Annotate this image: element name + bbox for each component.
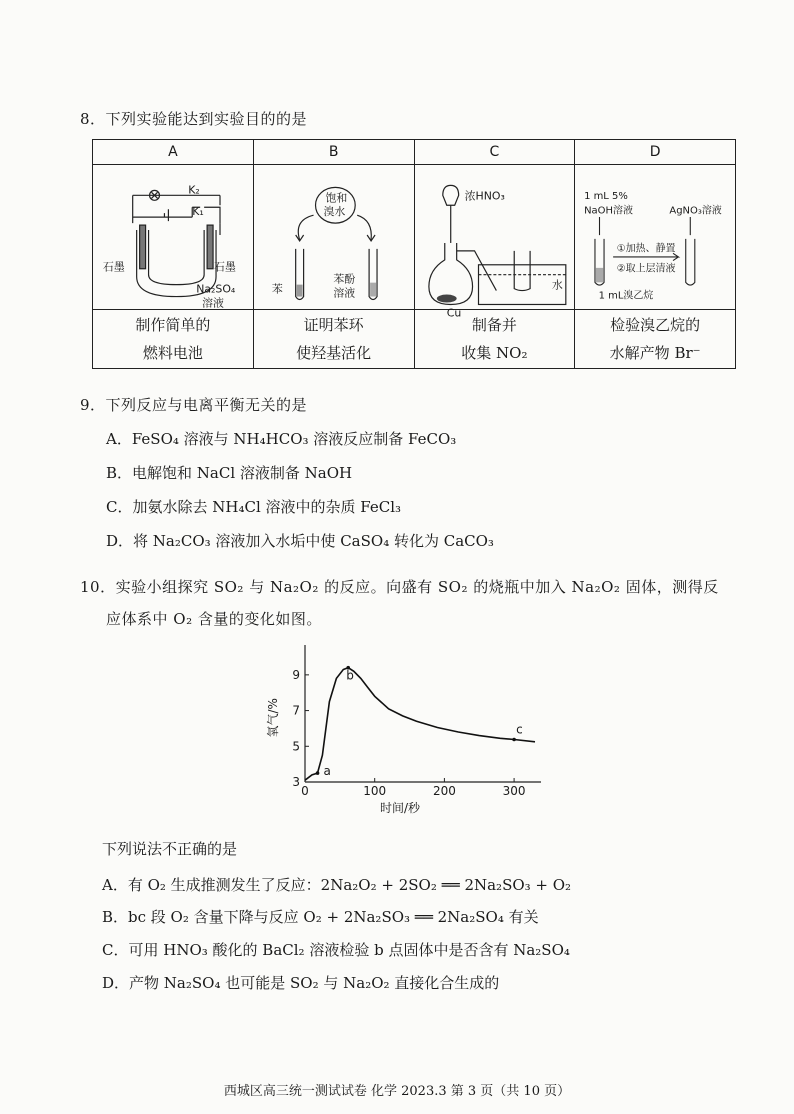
q9-option-a: A．FeSO₄ 溶液与 NH₄HCO₃ 溶液反应制备 FeCO₃ (106, 430, 457, 448)
caption-b-line1: 证明苯环 (303, 316, 364, 334)
page-footer: 西城区高三统一测试试卷 化学 2023.3 第 3 页（共 10 页） (223, 1084, 571, 1099)
caption-c-line1: 制备并 (471, 316, 517, 334)
y-tick-label-2: 7 (292, 703, 300, 718)
q9-option-c: C．加氨水除去 NH₄Cl 溶液中的杂质 FeCl₃ (106, 498, 402, 516)
label-k2: K₂ (188, 183, 200, 197)
apparatus-a (93, 165, 254, 310)
label-saturated: 饱和 (325, 191, 348, 205)
label-cu: Cu (446, 306, 461, 320)
apparatus-c (414, 165, 575, 320)
point-c (512, 738, 516, 742)
label-bromoethane: 1 mL溴乙烷 (598, 290, 654, 302)
label-naoh-solution: NaOH溶液 (584, 205, 634, 217)
y-tick-label-0: 3 (292, 775, 300, 789)
x-tick-label-3: 300 (502, 784, 526, 798)
label-phenol: 苯酚 (333, 272, 355, 286)
label-agno3: AgNO₃溶液 (669, 205, 723, 217)
experiment-table (92, 139, 736, 369)
header-c: C (414, 140, 575, 165)
q10-title-line2: 应体系中 O₂ 含量的变化如图。 (106, 610, 322, 628)
label-step2: ②取上层清液 (617, 263, 676, 275)
x-axis-label: 时间/秒 (379, 801, 421, 815)
y-tick-label-3: 9 (292, 667, 300, 682)
label-water: 水 (551, 278, 563, 292)
point-a (316, 771, 320, 775)
caption-a-line2: 燃料电池 (142, 344, 203, 362)
point-label-b: b (346, 668, 354, 683)
caption-b-line2: 使羟基活化 (296, 344, 372, 362)
label-phenol-solution: 溶液 (333, 286, 355, 300)
hydrolysis-diagram (575, 165, 735, 309)
q10-option-a: A．有 O₂ 生成推测发生了反应：2Na₂O₂ + 2SO₂ ══ 2Na₂SO₃ + O₂ (102, 876, 572, 894)
point-label-a: a (323, 764, 331, 779)
label-graphite-left: 石墨 (102, 260, 125, 274)
q9-title: 9．下列反应与电离平衡无关的是 (80, 396, 308, 414)
q10-option-b: B．bc 段 O₂ 含量下降与反应 O₂ + 2Na₂SO₃ ══ 2Na₂SO₄ 有关 (102, 908, 539, 926)
header-a: A (93, 140, 254, 165)
x-tick-label-2: 200 (432, 784, 456, 798)
label-na2so4: Na₂SO₄ (196, 282, 236, 296)
header-d: D (575, 140, 736, 165)
apparatus-b (253, 165, 414, 310)
y-tick-label-1: 5 (292, 739, 300, 754)
q10-title-line1: 10．实验小组探究 SO₂ 与 Na₂O₂ 的反应。向盛有 SO₂ 的烧瓶中加入 Na₂O₂ 固体，测得反 (80, 578, 719, 596)
header-b: B (253, 140, 414, 165)
caption-a-line1: 制作简单的 (135, 316, 211, 334)
caption-d-line2: 水解产物 Br⁻ (609, 344, 701, 362)
x-tick-label-1: 100 (363, 784, 387, 798)
no2-apparatus-diagram (415, 165, 575, 320)
label-step1: ①加热、静置 (617, 243, 676, 255)
fuel-cell-diagram (93, 165, 253, 309)
q9-option-d: D．将 Na₂CO₃ 溶液加入水垢中使 CaSO₄ 转化为 CaCO₃ (106, 532, 494, 550)
label-naoh-volume: 1 mL 5% (584, 190, 629, 202)
point-label-c: c (516, 722, 523, 737)
label-bromine-water: 溴水 (323, 205, 346, 219)
label-solution-a: 溶液 (202, 296, 224, 310)
caption-d-line1: 检验溴乙烷的 (610, 316, 701, 334)
q9-option-b: B．电解饱和 NaCl 溶液制备 NaOH (106, 464, 353, 482)
y-axis-label: 氧气/% (266, 698, 280, 738)
caption-c-line2: 收集 NO₂ (461, 344, 528, 362)
caption-a (93, 310, 254, 369)
caption-c (414, 310, 575, 369)
q10-option-c: C．可用 HNO₃ 酸化的 BaCl₂ 溶液检验 b 点固体中是否含有 Na₂SO₄ (102, 941, 570, 959)
oxygen-curve (305, 668, 535, 781)
bromine-water-diagram (254, 165, 414, 309)
label-benzene: 苯 (271, 282, 283, 296)
label-k1: K₁ (192, 205, 204, 219)
q10-subtitle: 下列说法不正确的是 (102, 840, 238, 858)
x-tick-label-0: 0 (301, 784, 309, 798)
oxygen-content-chart (255, 640, 555, 830)
q8-title: 8．下列实验能达到实验目的的是 (80, 110, 308, 128)
caption-b (253, 310, 414, 369)
q10-option-d: D．产物 Na₂SO₄ 也可能是 SO₂ 与 Na₂O₂ 直接化合生成的 (102, 974, 500, 992)
label-graphite-right: 石墨 (214, 260, 236, 274)
caption-d (575, 310, 736, 369)
apparatus-d (575, 165, 736, 310)
label-conc-hno3: 浓HNO₃ (464, 189, 505, 203)
